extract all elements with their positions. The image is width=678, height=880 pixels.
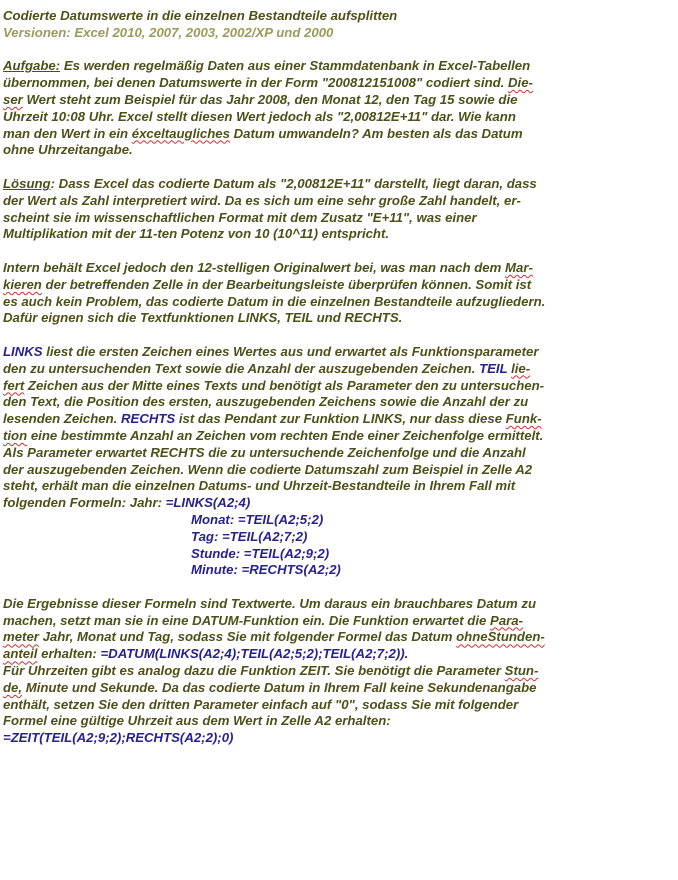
misspelled-word: Stun- (504, 663, 539, 679)
aufgabe-text: Uhrzeit 10:08 Uhr. Excel stellt diesen Wert jedoch als "2,00812E+11" dar. Wie kann (3, 108, 516, 124)
functions-text: liest die ersten Zeichen eines Wertes aus und erwartet als Funktionsparameter (42, 343, 539, 359)
aufgabe-label: Aufgabe: (3, 58, 61, 74)
ergebnis-text: Formel eine gültige Uhrzeit aus dem Wert in Zelle A2 erhalten: (3, 713, 391, 729)
functions-text: folgenden Formeln: Jahr: (3, 495, 166, 511)
ergebnis-text: machen, setzt man sie in eine DATUM-Funktion ein. Die Funktion erwartet die (3, 612, 491, 628)
loesung-text: der Wert als Zahl interpretiert wird. Da es sich um eine sehr große Zahl handelt, er- (3, 192, 521, 208)
misspelled-word: lie- (511, 360, 531, 376)
loesung-text: scheint sie im wissenschaftlichen Format mit dem Zusatz "E+11", was einer (3, 209, 477, 225)
functions-section (3, 344, 675, 579)
aufgabe-section (3, 58, 675, 159)
loesung-text: : Dass Excel das codierte Datum als "2,00812E+11" darstellt, liegt daran, dass (50, 175, 537, 191)
misspelled-word: Mar- (505, 259, 533, 275)
loesung-text: Multiplikation mit der 11-ten Potenz von 10 (10^11) entspricht. (3, 226, 390, 242)
formula-zeit: =ZEIT(TEIL(A2;9;2);RECHTS(A2;2);0) (3, 730, 234, 746)
keyword-links: LINKS (3, 343, 43, 359)
versions-line: Versionen: Excel 2010, 2007, 2003, 2002/XP und 2000 (3, 24, 334, 40)
misspelled-word: fert (3, 377, 25, 393)
ergebnis-text: Für Uhrzeiten gibt es analog dazu die Funktion ZEIT. Sie benötigt die Parameter (3, 663, 505, 679)
misspelled-word: Para- (490, 612, 524, 628)
functions-text: eine bestimmte Anzahl an Zeichen vom rechten Ende einer Zeichenfolge ermittelt. (27, 427, 544, 443)
ergebnis-text: Jahr, Monat und Tag, sodass Sie mit folgender Formel das Datum (38, 629, 457, 645)
aufgabe-text: Wert steht zum Beispiel für das Jahr 2008, den Monat 12, den Tag 15 sowie die (22, 91, 518, 107)
misspelled-word: Funk- (505, 411, 542, 427)
formula-jahr: =LINKS(A2;4) (165, 495, 251, 511)
misspelled-word: tion (3, 427, 28, 443)
misspelled-word: ser (3, 91, 23, 107)
aufgabe-text: man den Wert in ein (3, 125, 132, 141)
functions-text: steht, erhält man die einzelnen Datums- und Uhrzeit-Bestandteile in Ihrem Fall mit (3, 478, 516, 494)
functions-text: Zeichen aus der Mitte eines Texts und benötigt als Parameter den zu untersuchen- (24, 377, 545, 393)
functions-text: den Text, die Position des ersten, auszugebenden Zeichens sowie die Anzahl der zu (3, 394, 529, 410)
functions-text: den zu untersuchenden Text sowie die Anzahl der auszugebenden Zeichen. (3, 360, 480, 376)
ergebnis-text: erhalten: (37, 646, 101, 662)
document-page (3, 8, 675, 747)
ergebnis-section (3, 596, 675, 747)
keyword-rechts: RECHTS (121, 411, 176, 427)
formula-stunde: Stunde: =TEIL(A2;9;2) (191, 545, 330, 561)
misspelled-word: anteil (3, 646, 38, 662)
misspelled-word: meter (3, 629, 39, 645)
formula-datum: =DATUM(LINKS(A2;4);TEIL(A2;5;2);TEIL(A2;7;2)). (100, 646, 409, 662)
misspelled-word: de, (3, 679, 23, 695)
ergebnis-text: Minute und Sekunde. Da das codierte Datum in Ihrem Fall keine Sekundenangabe (22, 679, 537, 695)
functions-text: Als Parameter erwartet RECHTS die zu untersuchende Zeichenfolge und die Anzahl (3, 444, 526, 460)
aufgabe-text: Es werden regelmäßig Daten aus einer Stammdatenbank in Excel-Tabellen (60, 58, 531, 74)
document-title: Codierte Datumswerte in die einzelnen Bestandteile aufsplitten (3, 8, 398, 23)
intern-text: es auch kein Problem, das codierte Datum in die einzelnen Bestandteile aufzugliedern. (3, 293, 546, 309)
aufgabe-text: Datum umwandeln? Am besten als das Datum (229, 125, 523, 141)
misspelled-word: éxceltaugliches (131, 125, 230, 141)
aufgabe-text: übernommen, bei denen Datumswerte in der Form "200812151008" codiert sind. (3, 75, 509, 91)
formula-minute: Minute: =RECHTS(A2;2) (191, 562, 341, 578)
intern-section (3, 260, 675, 327)
formula-monat: Monat: =TEIL(A2;5;2) (191, 511, 324, 527)
misspelled-word: ohneStunden- (456, 629, 545, 645)
intern-text: Dafür eignen sich die Textfunktionen LINKS, TEIL und RECHTS. (3, 310, 403, 326)
functions-text: der auszugebenden Zeichen. Wenn die codierte Datumszahl zum Beispiel in Zelle A2 (3, 461, 533, 477)
intern-text: Intern behält Excel jedoch den 12-stelligen Originalwert bei, was man nach dem (3, 259, 505, 275)
intern-text: der betreffenden Zelle in der Bearbeitungsleiste überprüfen können. Somit ist (41, 276, 532, 292)
aufgabe-text: ohne Uhrzeitangabe. (3, 142, 133, 158)
functions-text: ist das Pendant zur Funktion LINKS, nur dass diese (175, 411, 506, 427)
misspelled-word: Die- (508, 75, 533, 91)
formula-tag: Tag: =TEIL(A2;7;2) (191, 528, 308, 544)
loesung-label: Lösung (3, 175, 51, 191)
functions-text: lesenden Zeichen. (3, 411, 121, 427)
ergebnis-text: Die Ergebnisse dieser Formeln sind Textwerte. Um daraus ein brauchbares Datum zu (3, 595, 537, 611)
misspelled-word: kieren (3, 276, 42, 292)
ergebnis-text: enthält, setzen Sie den dritten Parameter einfach auf "0", sodass Sie mit folgender (3, 696, 519, 712)
loesung-section (3, 176, 675, 243)
keyword-teil: TEIL (479, 360, 508, 376)
